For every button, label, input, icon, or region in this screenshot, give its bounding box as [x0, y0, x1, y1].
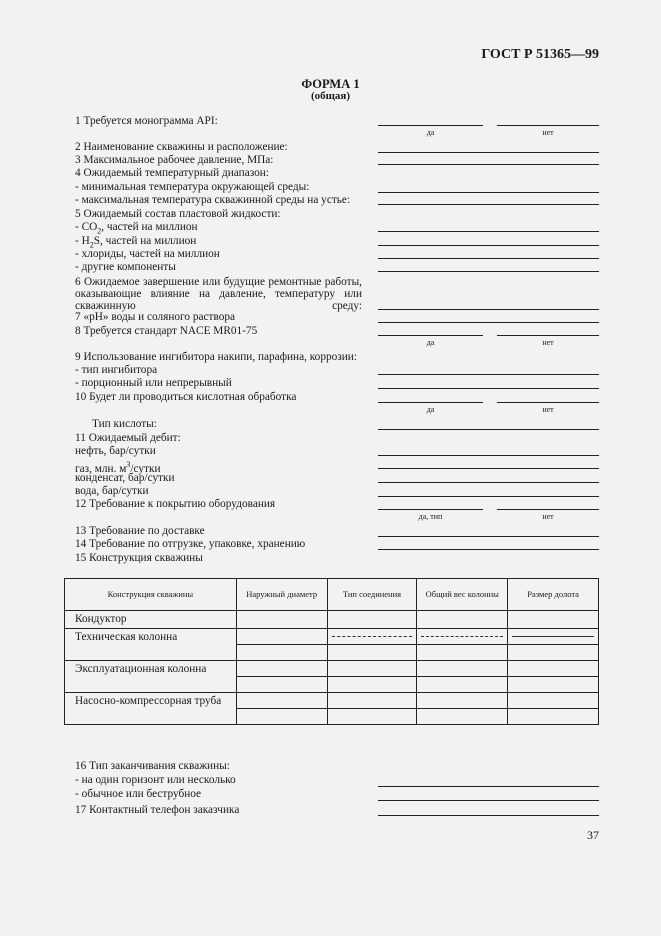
table-cell[interactable]: [417, 677, 508, 693]
table-cell[interactable]: [236, 611, 327, 629]
table-cell[interactable]: [508, 693, 599, 709]
q10-yes-caption: да: [426, 405, 435, 414]
page-number: 37: [587, 828, 599, 842]
q5c-line[interactable]: [378, 258, 599, 259]
q16-label: 16 Тип заканчивания скважины:: [75, 760, 230, 772]
table-cell[interactable]: [236, 661, 327, 677]
table-cell[interactable]: [417, 661, 508, 677]
q12-yes-caption: да, тип: [418, 512, 443, 521]
q8-label: 8 Требуется стандарт NACE MR01-75: [75, 325, 258, 337]
q11d-line[interactable]: [378, 496, 599, 497]
table-cell[interactable]: [327, 611, 417, 629]
q16a-line[interactable]: [378, 786, 599, 787]
table-cell[interactable]: [417, 611, 508, 629]
q8-no-line[interactable]: [497, 335, 599, 336]
q16a-label: - на один горизонт или несколько: [75, 774, 236, 786]
q9b-line[interactable]: [378, 388, 599, 389]
q6-line[interactable]: [378, 309, 599, 310]
row-label-production-casing: Эксплуатационная колонна: [65, 661, 237, 693]
row-label-tubing: Насосно-компрессорная труба: [65, 693, 237, 725]
q12-label: 12 Требование к покрытию оборудования: [75, 498, 276, 510]
q11b-line[interactable]: [378, 468, 599, 469]
q12-yes-line[interactable]: [378, 509, 483, 510]
table-cell[interactable]: [508, 629, 599, 645]
q13-label: 13 Требование по доставке: [75, 525, 205, 537]
table-cell[interactable]: [417, 629, 508, 645]
table-cell[interactable]: [327, 709, 417, 725]
col-header-connection-type: Тип соединения: [327, 579, 417, 611]
table-cell[interactable]: [508, 611, 599, 629]
table-cell[interactable]: [508, 661, 599, 677]
q17-line[interactable]: [378, 815, 599, 816]
q9-label: 9 Использование ингибитора накипи, парафина, коррозии:: [75, 351, 357, 363]
q5-label: 5 Ожидаемый состав пластовой жидкости:: [75, 208, 281, 220]
table-cell[interactable]: [508, 645, 599, 661]
q9b-label: - порционный или непрерывный: [75, 377, 232, 389]
q12-no-line[interactable]: [497, 509, 599, 510]
table-cell[interactable]: [236, 629, 327, 645]
q8-yes-caption: да: [426, 338, 435, 347]
q3-line[interactable]: [378, 164, 599, 165]
dash-placeholder: [512, 636, 594, 637]
dash-placeholder: [421, 636, 503, 637]
q1-yes-line[interactable]: [378, 125, 483, 126]
table-cell[interactable]: [236, 693, 327, 709]
q9a-line[interactable]: [378, 374, 599, 375]
q10-label: 10 Будет ли проводиться кислотная обработка: [75, 391, 297, 403]
col-header-bit-size: Размер долота: [508, 579, 599, 611]
q16b-label: - обычное или беструбное: [75, 788, 202, 800]
row-label-technical-casing: Техническая колонна: [65, 629, 237, 661]
table-cell[interactable]: [327, 645, 417, 661]
q11d-label: вода, бар/сутки: [75, 485, 149, 497]
q5c-label: - хлориды, частей на миллион: [75, 248, 220, 260]
q7-label: 7 «pH» воды и соляного раствора: [75, 311, 236, 323]
q1-yes-caption: да: [426, 128, 435, 137]
q16b-line[interactable]: [378, 800, 599, 801]
q10-no-caption: нет: [542, 405, 554, 414]
q10-no-line[interactable]: [497, 402, 599, 403]
standard-number: ГОСТ Р 51365—99: [481, 47, 599, 62]
well-construction-table: [64, 578, 599, 725]
table-cell[interactable]: [417, 709, 508, 725]
form-title: ФОРМА 1: [301, 77, 360, 91]
q11a-line[interactable]: [378, 455, 599, 456]
q8-no-caption: нет: [542, 338, 554, 347]
acid-type-label: Тип кислоты:: [92, 418, 157, 430]
q6-label: 6 Ожидаемое завершение или будущие ремонтные работы, оказывающие влияние на давление, температуру или скважинную среду:: [75, 276, 362, 312]
q10-yes-line[interactable]: [378, 402, 483, 403]
table-row: [65, 661, 599, 677]
col-header-outer-diameter: Наружный диаметр: [236, 579, 327, 611]
q11c-label: конденсат, бар/сутки: [75, 472, 175, 484]
q12-no-caption: нет: [542, 512, 554, 521]
q1-label: 1 Требуется монограмма API:: [75, 115, 218, 127]
q7-line[interactable]: [378, 322, 599, 323]
col-header-total-weight: Общий вес колонны: [417, 579, 508, 611]
q4a-label: - минимальная температура окружающей среды:: [75, 181, 310, 193]
table-cell[interactable]: [327, 661, 417, 677]
q1-no-caption: нет: [542, 128, 554, 137]
table-cell[interactable]: [327, 677, 417, 693]
table-row: [65, 629, 599, 645]
q1-no-line[interactable]: [497, 125, 599, 126]
q4b-label: - максимальная температура скважинной среды на устье:: [75, 194, 351, 206]
q14-line[interactable]: [378, 549, 599, 550]
table-cell[interactable]: [417, 645, 508, 661]
table-row: [65, 693, 599, 709]
col-header-construction: Конструкция скважины: [65, 579, 237, 611]
q11-label: 11 Ожидаемый дебит:: [75, 432, 181, 444]
q5b-label: - $H_2S$, частей на миллион: [75, 235, 197, 250]
q17-label: 17 Контактный телефон заказчика: [75, 804, 240, 816]
acid-type-line[interactable]: [378, 429, 599, 430]
q5d-line[interactable]: [378, 271, 599, 272]
q9a-label: - тип ингибитора: [75, 364, 158, 376]
q11a-label: нефть, бар/сутки: [75, 445, 156, 457]
q2-line[interactable]: [378, 152, 599, 153]
q5a-line[interactable]: [378, 231, 599, 232]
table-cell[interactable]: [236, 709, 327, 725]
q3-label: 3 Максимальное рабочее давление, МПа:: [75, 154, 274, 166]
q4b-line[interactable]: [378, 204, 599, 205]
table-cell[interactable]: [236, 645, 327, 661]
q5b-line[interactable]: [378, 245, 599, 246]
q11c-line[interactable]: [378, 482, 599, 483]
q5d-label: - другие компоненты: [75, 261, 176, 273]
q4a-line[interactable]: [378, 192, 599, 193]
table-cell[interactable]: [508, 709, 599, 725]
q11b-label: газ, млн. $м^3$/сутки: [75, 460, 161, 475]
table-cell[interactable]: [327, 629, 417, 645]
q2-label: 2 Наименование скважины и расположение:: [75, 141, 288, 153]
q5a-label: - $CO_2$, частей на миллион: [75, 221, 198, 236]
table-cell[interactable]: [417, 693, 508, 709]
q15-label: 15 Конструкция скважины: [75, 552, 203, 564]
q4-label: 4 Ожидаемый температурный диапазон:: [75, 167, 269, 179]
table-cell[interactable]: [236, 677, 327, 693]
q13-line[interactable]: [378, 536, 599, 537]
dash-placeholder: [332, 636, 413, 637]
row-label-conductor: Кондуктор: [65, 611, 237, 629]
q14-label: 14 Требование по отгрузке, упаковке, хранению: [75, 538, 306, 550]
table-cell[interactable]: [327, 693, 417, 709]
q8-yes-line[interactable]: [378, 335, 483, 336]
table-cell[interactable]: [508, 677, 599, 693]
form-subtitle: (общая): [310, 90, 351, 102]
